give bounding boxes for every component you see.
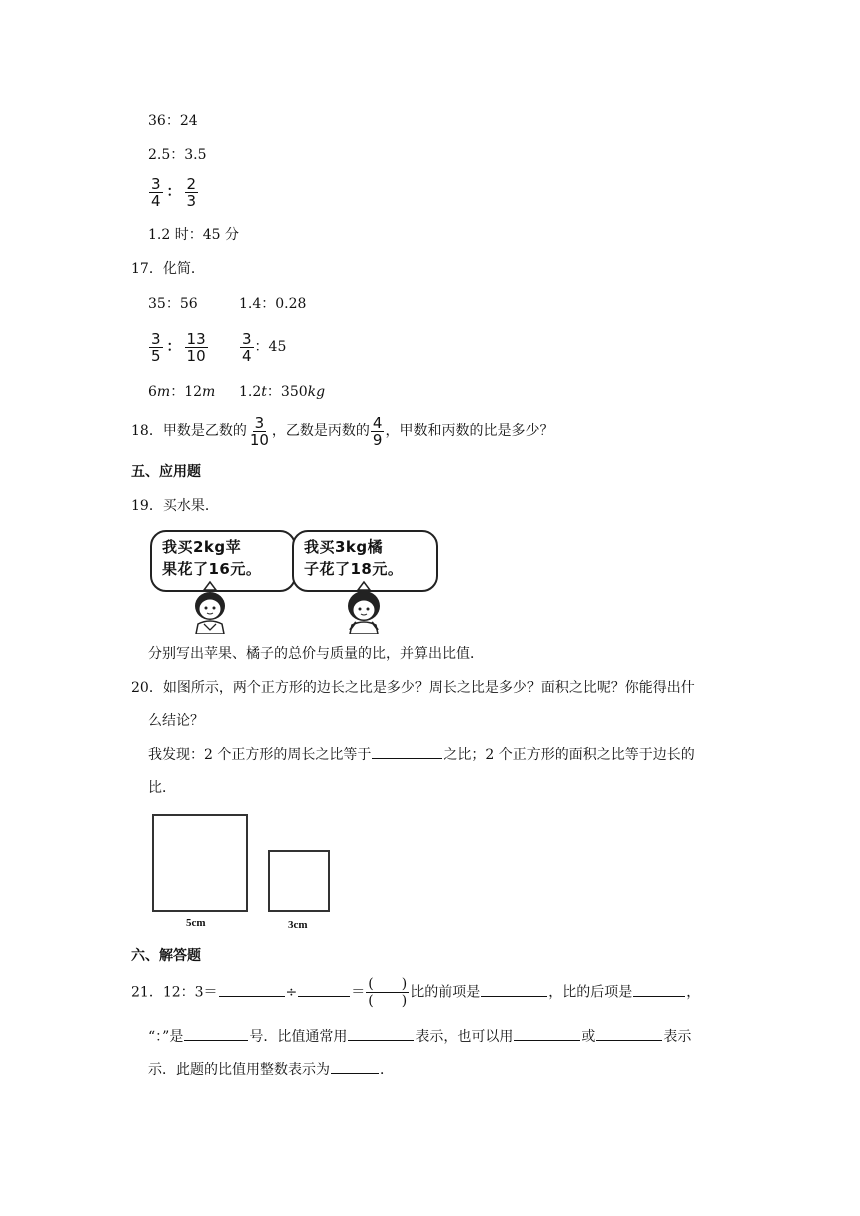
q18-text: 18．甲数是乙数的 $\frac{3}{10}$ ，乙数是丙数的 $\frac{4}{9}$ ，甲数和丙数的比是多少？ [131,413,554,449]
fraction: $\frac{2}{3}$ [186,174,197,210]
q19-task: 分别写出苹果、橘子的总价与质量的比，并算出比值． [148,646,484,662]
answer-blank[interactable] [481,982,547,997]
answer-blank[interactable] [219,982,285,997]
q20-line-3: 我发现：2 个正方形的周长之比等于 之比；2 个正方形的面积之比等于边长的 [148,744,695,765]
square-large [152,814,248,912]
q17-item-5: 6m：12m [148,384,216,400]
answer-blank[interactable] [372,744,442,759]
q16-item-3: $\frac{3}{4}$ ： $\frac{2}{3}$ [151,174,197,210]
fraction: $\frac{3}{4}$ [151,174,161,210]
fraction-blank[interactable]: $\frac{( )}{( )}$ [368,976,408,1009]
q17-item-4: $\frac{3}{4}$ ：45 [242,329,287,365]
answer-blank[interactable] [184,1026,248,1041]
q17-title: 17．化简． [131,261,205,277]
q17-item-2: 1.4：0.28 [239,296,307,312]
fraction: $\frac{3}{10}$ [249,413,269,449]
speech-bubble-right: 我买3kg橘 子花了18元。 [292,530,438,592]
answer-blank[interactable] [514,1026,580,1041]
section-heading: 五、应用题 [131,464,201,480]
q20-line-1: 20．如图所示，两个正方形的边长之比是多少？周长之比是多少？面积之比呢？你能得出什 [131,680,695,696]
q17-item-6: 1.2t：350kg [239,384,326,400]
q21-line-3: 示．此题的比值用整数表示为 ． [148,1059,394,1080]
caption-5cm: 5cm [186,917,206,929]
answer-blank[interactable] [348,1026,414,1041]
q20-line-4: 比． [148,780,176,796]
q20-line-2: 么结论？ [148,713,204,729]
answer-blank[interactable] [596,1026,662,1041]
answer-blank[interactable] [633,982,685,997]
q16-item-1: 36：24 [148,113,198,129]
fraction: $\frac{3}{4}$ [242,329,252,365]
answer-blank[interactable] [298,982,350,997]
q17-item-3: $\frac{3}{5}$ ： $\frac{13}{10}$ [151,329,206,365]
fraction: $\frac{13}{10}$ [186,329,206,365]
q21-line-2: “：”是 号．比值通常用 表示，也可以用 或 表示 [148,1026,691,1047]
girl-right-icon [334,580,394,634]
caption-3cm: 3cm [288,919,308,931]
speech-bubble-left: 我买2kg苹 果花了16元。 [150,530,296,592]
fraction: $\frac{3}{5}$ [151,329,161,365]
q21-line-1: 21．12：3＝ ÷ ＝ $\frac{( )}{( )}$ 比的前项是 ，比的后项是 ， [131,976,701,1009]
answer-blank[interactable] [331,1059,379,1074]
q16-item-4: 1.2 时：45 分 [148,227,239,243]
q19-title: 19．买水果． [131,498,219,514]
girl-left-icon [180,580,240,634]
q16-item-2: 2.5：3.5 [148,147,207,163]
section-heading: 六、解答题 [131,948,201,964]
q17-item-1: 35：56 [148,296,198,312]
square-small [268,850,330,912]
fraction: $\frac{4}{9}$ [372,413,383,449]
